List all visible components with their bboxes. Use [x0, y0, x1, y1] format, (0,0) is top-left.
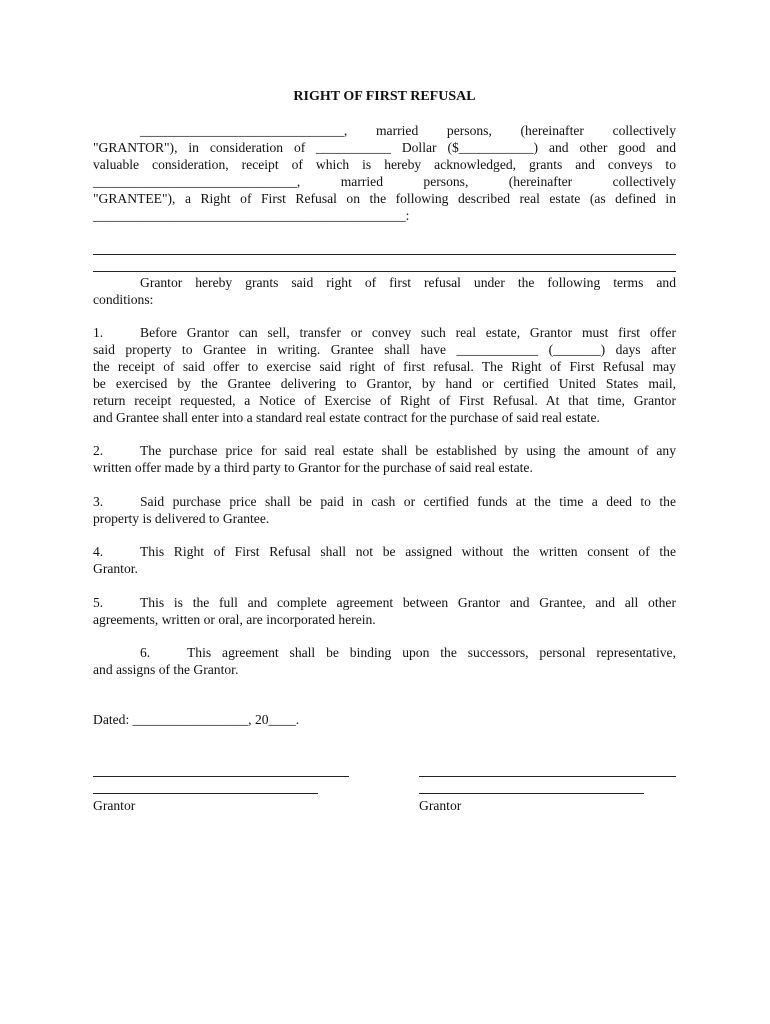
clause-number: 4. — [93, 544, 104, 559]
intro-paragraph — [93, 122, 676, 224]
clause-text: property is delivered to Grantee. — [93, 511, 270, 526]
clause-text: and assigns of the Grantor. — [93, 662, 239, 677]
clause-5 — [93, 594, 676, 628]
clause-6 — [93, 644, 676, 678]
clause-number: 1. — [93, 325, 104, 340]
clause-text: agreements, written or oral, are incorporated herein. — [93, 612, 376, 627]
clause-number: 5. — [93, 595, 104, 610]
dated-line — [93, 711, 676, 728]
terms-intro-paragraph — [93, 274, 676, 308]
clause-text: This is the full and complete agreement between Grantor and Grantee, and all other — [140, 595, 676, 610]
clause-text: The purchase price for said real estate shall be established by using the amount of any — [140, 443, 676, 458]
clause-2 — [93, 442, 676, 476]
intro-line: ______________________________, married persons, (hereinafter collectively — [140, 123, 676, 138]
clause-number: 2. — [93, 443, 104, 458]
clause-text: This Right of First Refusal shall not be assigned without the written consent of the — [140, 544, 676, 559]
clause-text: be exercised by the Grantee delivering to Grantor, by hand or certified United States mail, — [93, 376, 676, 391]
clause-number: 6. — [140, 645, 151, 660]
clause-text: the receipt of said offer to exercise said right of first refusal. The Right of First Refusal may — [93, 359, 676, 374]
terms-intro-text: conditions: — [93, 292, 154, 307]
printed-name-line — [93, 793, 318, 794]
signature-line — [419, 776, 676, 777]
intro-line: valuable consideration, receipt of which is hereby acknowledged, grants and conveys to — [93, 157, 676, 172]
clause-1 — [93, 324, 676, 426]
signature-label: Grantor — [419, 798, 462, 813]
document-title: RIGHT OF FIRST REFUSAL — [293, 89, 476, 104]
dated-text: Dated: _________________, 20____. — [93, 712, 300, 727]
intro-line: ______________________________, married persons, (hereinafter collectively — [93, 174, 676, 189]
printed-name-line — [419, 793, 644, 794]
intro-line: "GRANTOR"), in consideration of ___________ Dollar ($___________) and other good and — [93, 140, 676, 155]
clause-3 — [93, 493, 676, 527]
clause-text: and Grantee shall enter into a standard real estate contract for the purchase of said real estate. — [93, 410, 600, 425]
signature-label: Grantor — [93, 798, 136, 813]
signature-line — [93, 776, 349, 777]
property-description-blank-line — [93, 254, 676, 255]
terms-intro-text: Grantor hereby grants said right of first refusal under the following terms and — [140, 275, 676, 290]
intro-line: "GRANTEE"), a Right of First Refusal on the following described real estate (as defined in — [93, 191, 676, 206]
property-description-blank-line — [93, 271, 676, 272]
clause-text: Said purchase price shall be paid in cash or certified funds at the time a deed to the — [140, 494, 676, 509]
intro-line: ______________________________________________: — [93, 208, 410, 223]
clause-text: Before Grantor can sell, transfer or convey such real estate, Grantor must first offer — [140, 325, 676, 340]
clause-text: This agreement shall be binding upon the successors, personal representative, — [187, 645, 676, 660]
clause-4 — [93, 543, 676, 577]
clause-number: 3. — [93, 494, 104, 509]
clause-text: written offer made by a third party to Grantor for the purchase of said real estate. — [93, 460, 533, 475]
clause-text: said property to Grantee in writing. Grantee shall have ____________ (_______) days after — [93, 342, 676, 357]
clause-text: Grantor. — [93, 561, 138, 576]
clause-text: return receipt requested, a Notice of Exercise of Right of First Refusal. At that time, Grantor — [93, 393, 676, 408]
